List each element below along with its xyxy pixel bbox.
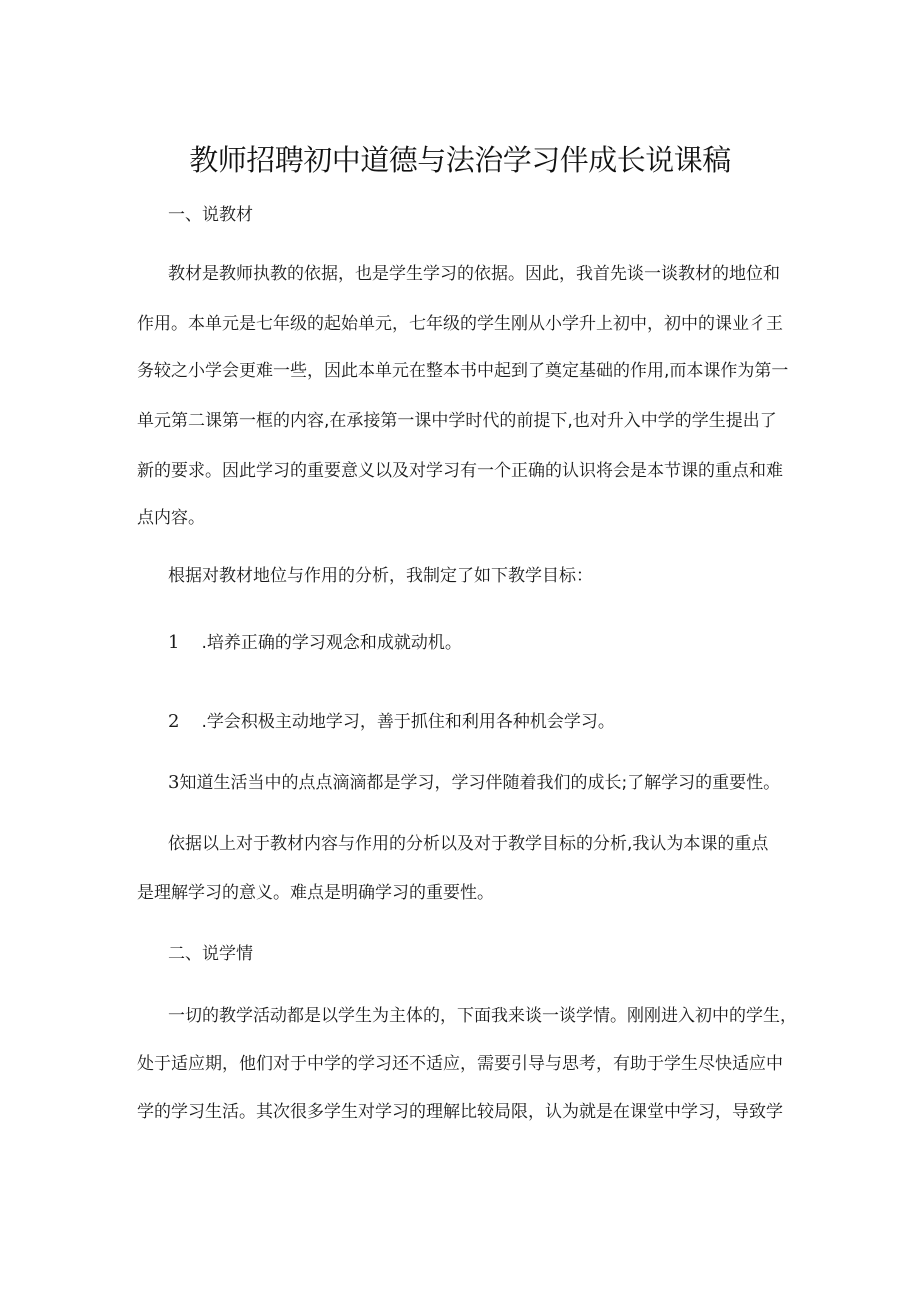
paragraph-line: 作用。本单元是七年级的起始单元，七年级的学生刚从小学升上初中，初中的课业彳王 <box>137 314 783 334</box>
goal-number: 2 <box>168 711 180 732</box>
teaching-goal-1 <box>168 631 462 655</box>
paragraph-line: 是理解学习的意义。难点是明确学习的重要性。 <box>137 883 494 903</box>
paragraph-line: 新的要求。因此学习的重要意义以及对学习有一个正确的认识将会是本节课的重点和难 <box>137 461 783 481</box>
paragraph-line: 务较之小学会更难一些，因此本单元在整本书中起到了奠定基础的作用,而本课作为第一 <box>137 361 789 381</box>
section-heading-textbook: 一、说教材 <box>168 205 253 225</box>
section-heading-students: 二、说学情 <box>168 944 253 964</box>
goal-text: .学会积极主动地学习，善于抓住和利用各种机会学习。 <box>201 712 615 732</box>
paragraph-line: 点内容。 <box>137 508 205 528</box>
paragraph-line: 教材是教师执教的依据，也是学生学习的依据。因此，我首先谈一谈教材的地位和 <box>168 264 780 284</box>
paragraph-line: 单元第二课第一框的内容,在承接第一课中学时代的前提下,也对升入中学的学生提出了 <box>137 411 777 431</box>
goal-number: 1 <box>168 632 180 653</box>
paragraph-line: 一切的教学活动都是以学生为主体的，下面我来谈一谈学情。刚刚进入初中的学生， <box>168 1006 797 1026</box>
paragraph-line: 学的学习生活。其次很多学生对学习的理解比较局限，认为就是在课堂中学习，导致学 <box>137 1102 783 1122</box>
goal-text: 知道生活当中的点点滴滴都是学习，学习伴随着我们的成长;了解学习的重要性。 <box>179 773 781 793</box>
paragraph-line: 依据以上对于教材内容与作用的分析以及对于教学目标的分析,我认为本课的重点 <box>168 834 769 854</box>
paragraph-line: 处于适应期，他们对于中学的学习还不适应，需要引导与思考，有助于学生尽快适应中 <box>137 1054 783 1074</box>
document-title: 教师招聘初中道德与法治学习伴成长说课稿 <box>189 143 731 177</box>
goal-number: 3 <box>168 772 180 793</box>
teaching-goal-3 <box>168 771 780 795</box>
teaching-goal-2 <box>168 710 615 734</box>
goal-text: .培养正确的学习观念和成就动机。 <box>201 633 462 653</box>
paragraph-line: 根据对教材地位与作用的分析，我制定了如下教学目标： <box>168 566 593 586</box>
